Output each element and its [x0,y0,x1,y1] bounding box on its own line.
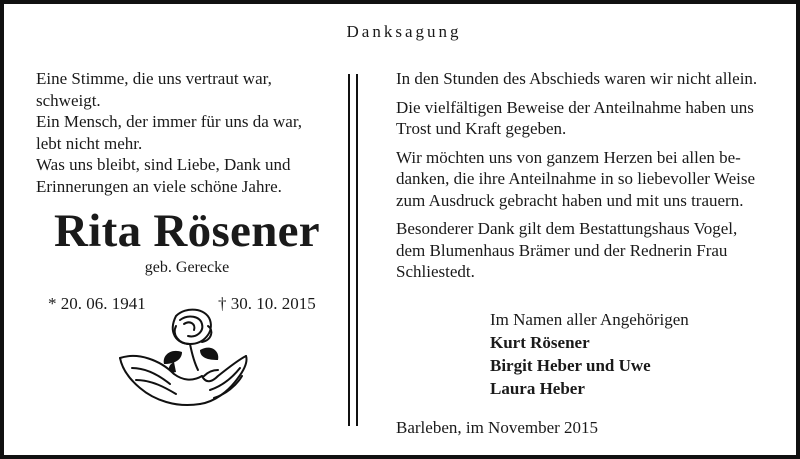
poem-line: schweigt. [36,90,101,110]
signatory: Laura Heber [490,379,585,398]
poem-line: Ein Mensch, der immer für uns da war, [36,112,303,131]
thanks-paragraph [396,97,780,140]
thanks-line: zum Ausdruck gebracht haben und mit uns trauern. [396,190,744,210]
thanks-line: Wir möchten uns von ganzem Herzen bei allen be- [396,147,741,167]
thanks-line: Schliestedt. [396,262,475,281]
poem-line: Eine Stimme, die uns vertraut war, [36,69,272,88]
thanks-line: Trost und Kraft gegeben. [396,119,567,138]
birth-date: * 20. 06. 1941 [48,294,146,313]
signatory: Kurt Rösener [490,333,590,352]
poem-line: Was uns bleibt, sind Liebe, Dank und [36,155,291,174]
closing-block [490,308,689,400]
poem-line: Erinnerungen an viele schöne Jahre. [36,176,282,196]
thanks-line: Besonderer Dank gilt dem Bestattungshaus Vogel, [396,219,738,238]
thanks-paragraph [396,218,780,283]
thanks-paragraph [396,147,780,212]
thanks-text [396,68,780,290]
column-divider [348,74,358,426]
place-and-date: Barleben, im November 2015 [396,418,599,437]
thanks-line: In den Stunden des Abschieds waren wir nicht allein. [396,69,758,88]
closing-intro: Im Namen aller Angehörigen [490,310,689,329]
maiden-name: geb. Gerecke [144,259,230,276]
deceased-name: Rita Rösener [54,205,320,257]
thanks-line: dem Blumenhaus Brämer und der Rednerin Frau [396,240,728,260]
poem-line: lebt nicht mehr. [36,133,143,153]
thanks-line: danken, die ihre Anteilnahme in so liebevoller Weise [396,169,755,188]
death-date: † 30. 10. 2015 [218,294,316,313]
rose-in-hands-icon [114,304,254,416]
thanks-paragraph [396,68,780,90]
notice-heading: Danksagung [346,22,462,41]
thanks-line: Die vielfältigen Beweise der Anteilnahme haben uns [396,97,754,117]
memorial-poem [36,68,336,197]
signatory: Birgit Heber und Uwe [490,356,651,375]
